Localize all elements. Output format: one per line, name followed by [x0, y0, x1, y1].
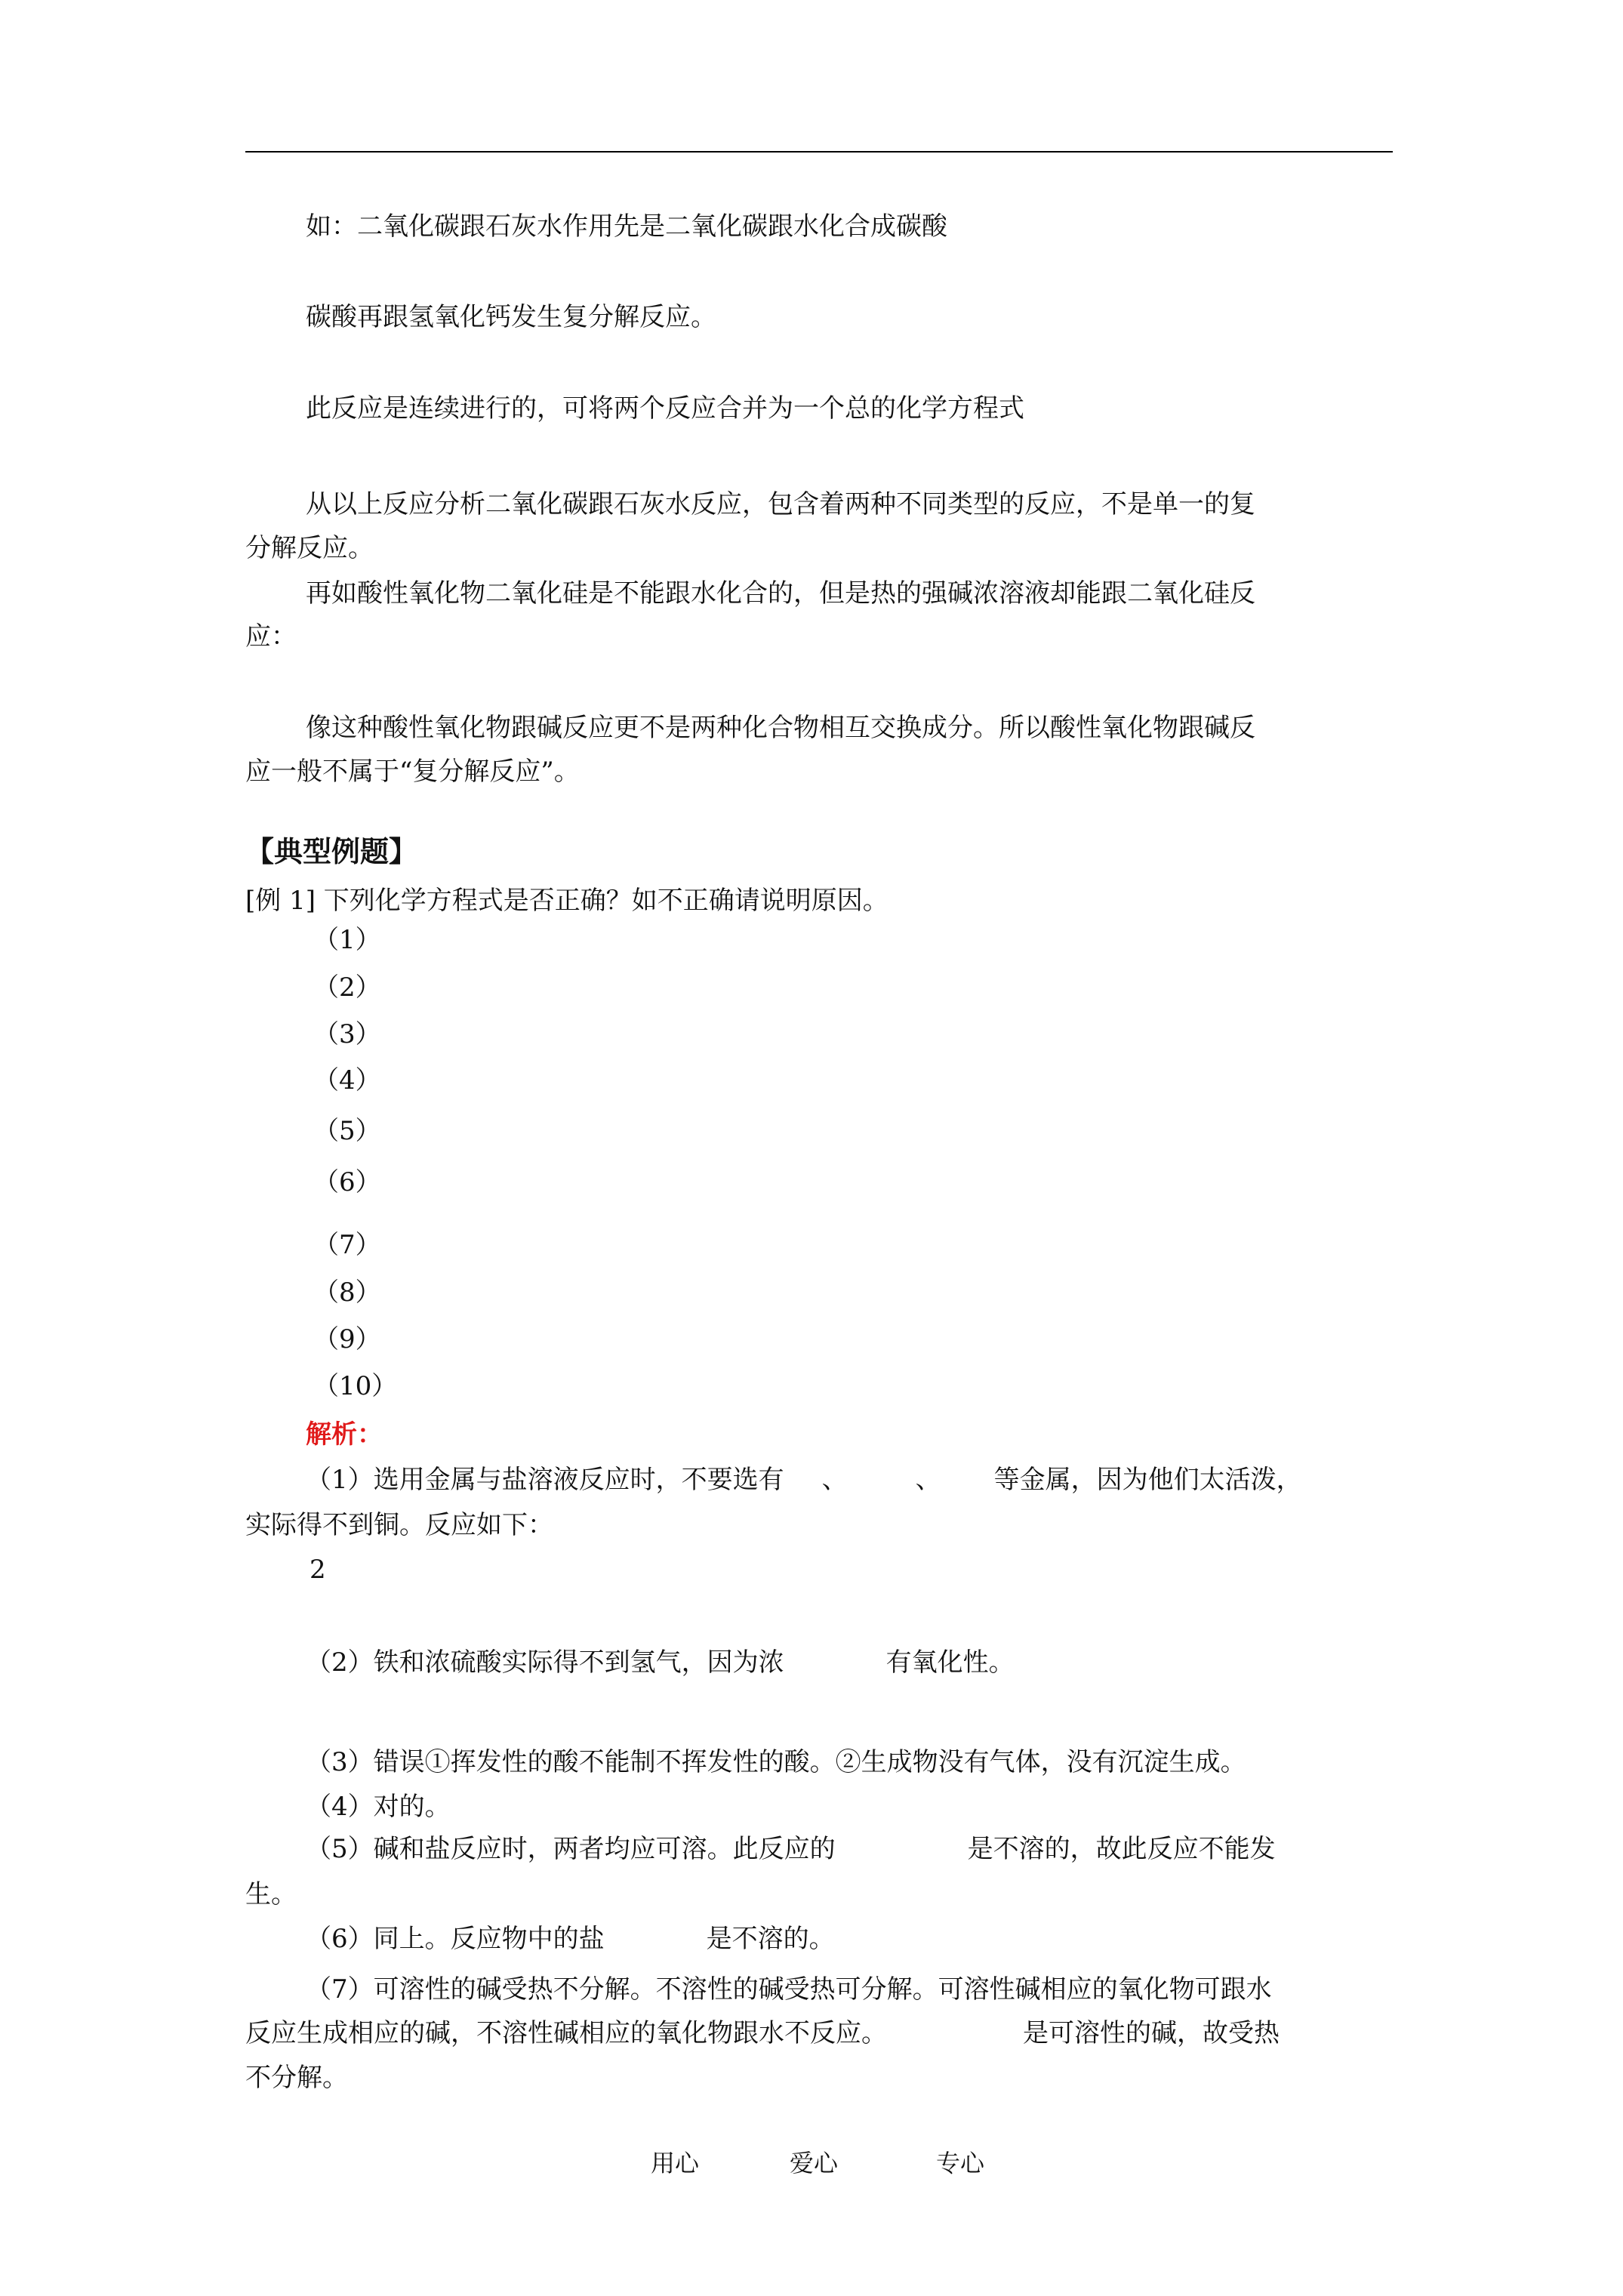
analysis-line — [306, 1457, 1302, 1502]
paragraph-line: 像这种酸性氧化物跟碱反应更不是两种化合物相互交换成分。所以酸性氧化物跟碱反 — [306, 713, 1255, 743]
example-item: （9） — [313, 1324, 381, 1354]
analysis-line: 2 — [310, 1555, 326, 1585]
analysis-text: （6）同上。反应物中的盐 — [306, 1924, 605, 1954]
analysis-line: （3）错误①挥发性的酸不能制不挥发性的酸。②生成物没有气体，没有沉淀生成。 — [306, 1747, 1246, 1777]
analysis-line: 实际得不到铜。反应如下： — [245, 1510, 553, 1540]
example-item: （4） — [313, 1065, 381, 1096]
analysis-text: （2）铁和浓硫酸实际得不到氢气，因为浓 — [306, 1647, 784, 1678]
analysis-line: （4）对的。 — [306, 1792, 451, 1822]
analysis-line — [306, 1916, 835, 1962]
analysis-line — [245, 2011, 1280, 2056]
paragraph-line: 如：二氧化碳跟石灰水作用先是二氧化碳跟水化合成碳酸 — [306, 211, 947, 242]
analysis-label: 解析： — [306, 1419, 383, 1450]
example-item: （6） — [313, 1167, 381, 1197]
analysis-text: 有氧化性。 — [885, 1647, 1015, 1678]
analysis-separator: 、 — [915, 1465, 941, 1495]
paragraph-line: 此反应是连续进行的，可将两个反应合并为一个总的化学方程式 — [306, 393, 1024, 424]
example-item: （5） — [313, 1116, 381, 1146]
example-question — [245, 878, 888, 923]
analysis-line — [306, 1640, 1015, 1685]
example-item: （2） — [313, 972, 381, 1003]
paragraph-line: 应： — [245, 621, 297, 652]
paragraph-line: 分解反应。 — [245, 533, 374, 563]
paragraph-line: 再如酸性氧化物二氧化硅是不能跟水化合的，但是热的强碱浓溶液却能跟二氧化硅反 — [306, 578, 1255, 609]
analysis-text: 是可溶性的碱，故受热 — [1023, 2018, 1280, 2048]
example-item: （1） — [313, 925, 381, 955]
paragraph-line: 碳酸再跟氢氧化钙发生复分解反应。 — [306, 302, 716, 332]
example-item: （8） — [313, 1277, 381, 1308]
example-label: [例 1] — [245, 886, 316, 916]
example-item: （7） — [313, 1230, 381, 1260]
analysis-line: 生。 — [245, 1879, 297, 1909]
analysis-line: 不分解。 — [245, 2063, 348, 2093]
header-rule — [245, 151, 1393, 153]
section-heading: 【典型例题】 — [245, 834, 418, 868]
analysis-text: （1）选用金属与盐溶液反应时，不要选有 — [306, 1465, 784, 1495]
analysis-separator: 、 — [821, 1465, 848, 1495]
example-question-text: 下列化学方程式是否正确？如不正确请说明原因。 — [323, 886, 888, 916]
analysis-text: （5）碱和盐反应时，两者均应可溶。此反应的 — [306, 1834, 836, 1864]
analysis-line: （7）可溶性的碱受热不分解。不溶性的碱受热可分解。可溶性碱相应的氧化物可跟水 — [306, 1974, 1272, 2005]
example-item: （10） — [313, 1371, 398, 1401]
analysis-text: 反应生成相应的碱，不溶性碱相应的氧化物跟水不反应。 — [245, 2018, 887, 2048]
footer-text-right: 专心 — [936, 2149, 985, 2177]
paragraph-line: 从以上反应分析二氧化碳跟石灰水反应，包含着两种不同类型的反应，不是单一的复 — [306, 489, 1255, 519]
paragraph-line: 应一般不属于“复分解反应”。 — [245, 757, 580, 787]
footer-text-left: 用心 — [651, 2149, 700, 2177]
example-item: （3） — [313, 1019, 381, 1049]
analysis-text: 等金属，因为他们太活泼， — [993, 1465, 1302, 1495]
analysis-text: 是不溶的。 — [706, 1924, 835, 1954]
analysis-line — [306, 1826, 1276, 1872]
analysis-text: 是不溶的，故此反应不能发 — [967, 1834, 1276, 1864]
footer-text-middle: 爱心 — [790, 2149, 839, 2177]
